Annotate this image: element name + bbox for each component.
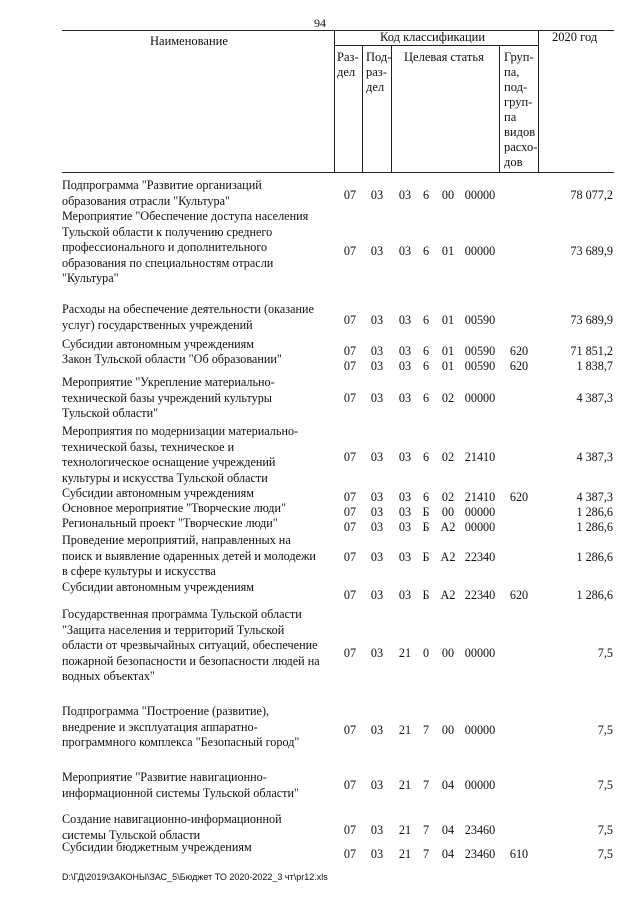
cell-t3: 04 xyxy=(441,847,455,861)
cell-razdel: 07 xyxy=(343,646,357,660)
header-razdel-line: Раз- xyxy=(337,50,359,64)
cell-t3: 00 xyxy=(441,188,455,202)
cell-amount: 4 387,3 xyxy=(576,450,613,464)
cell-amount: 73 689,9 xyxy=(570,313,613,327)
cell-t4: 00590 xyxy=(464,359,496,373)
header-group-line: па xyxy=(504,110,517,124)
cell-t2: 6 xyxy=(422,344,430,358)
header-group-line: дов xyxy=(504,155,523,169)
cell-t1: 03 xyxy=(398,188,412,202)
cell-amount: 1 286,6 xyxy=(576,520,613,534)
row-name xyxy=(62,178,334,209)
row-name-line: образования отрасли "Культура" xyxy=(62,193,230,208)
header-divider-name xyxy=(334,30,335,172)
cell-t3: 01 xyxy=(441,244,455,258)
cell-t3: А2 xyxy=(440,550,456,564)
cell-razdel: 07 xyxy=(343,550,357,564)
cell-t2: Б xyxy=(422,588,430,602)
row-name-line: Мероприятие "Обеспечение доступа населения xyxy=(62,209,309,223)
cell-t2: 6 xyxy=(422,450,430,464)
cell-podrazdel: 03 xyxy=(370,505,384,519)
row-name-line: Мероприятие "Развитие навигационно- xyxy=(62,770,267,784)
row-name-line: технической базы учреждений культуры xyxy=(62,390,272,405)
row-name-line: Подпрограмма "Построение (развитие), xyxy=(62,704,270,718)
cell-t4: 00000 xyxy=(464,778,496,792)
row-name-line: Региональный проект "Творческие люди" xyxy=(62,516,278,530)
cell-t2: 7 xyxy=(422,847,430,861)
cell-t3: 04 xyxy=(441,778,455,792)
header-razdel xyxy=(337,50,359,80)
cell-t4: 21410 xyxy=(464,490,496,504)
row-name-line: Мероприятие "Укрепление материально- xyxy=(62,375,275,389)
cell-t4: 00000 xyxy=(464,244,496,258)
cell-t4: 00000 xyxy=(464,646,496,660)
cell-podrazdel: 03 xyxy=(370,313,384,327)
cell-t1: 03 xyxy=(398,344,412,358)
header-podrazdel-line: дел xyxy=(366,80,385,94)
cell-t3: 01 xyxy=(441,344,455,358)
header-group-line: расхо- xyxy=(504,140,538,154)
cell-t4: 00000 xyxy=(464,188,496,202)
cell-group: 620 xyxy=(509,344,529,358)
header-group xyxy=(504,50,537,170)
row-name-line: внедрение и эксплуатация аппаратно- xyxy=(62,719,258,734)
row-name xyxy=(62,812,334,843)
cell-t3: 00 xyxy=(441,505,455,519)
row-name-line: информационной системы Тульской области" xyxy=(62,785,299,800)
cell-t2: 6 xyxy=(422,359,430,373)
cell-t4: 00000 xyxy=(464,723,496,737)
cell-razdel: 07 xyxy=(343,588,357,602)
cell-t2: 6 xyxy=(422,490,430,504)
cell-razdel: 07 xyxy=(343,188,357,202)
row-name-line: Государственная программа Тульской области xyxy=(62,607,302,621)
row-name-line: культуры и искусства Тульской области xyxy=(62,470,268,485)
cell-podrazdel: 03 xyxy=(370,723,384,737)
cell-t2: 0 xyxy=(422,646,430,660)
cell-t4: 00000 xyxy=(464,391,496,405)
cell-t4: 23460 xyxy=(464,847,496,861)
row-name-line: Субсидии автономным учреждениям xyxy=(62,337,254,351)
cell-amount: 7,5 xyxy=(597,778,613,792)
cell-t4: 00000 xyxy=(464,520,496,534)
page-number: 94 xyxy=(314,16,326,30)
cell-podrazdel: 03 xyxy=(370,778,384,792)
cell-podrazdel: 03 xyxy=(370,646,384,660)
cell-podrazdel: 03 xyxy=(370,490,384,504)
cell-t4: 21410 xyxy=(464,450,496,464)
cell-podrazdel: 03 xyxy=(370,244,384,258)
header-divider-year xyxy=(538,30,539,172)
cell-t4: 00000 xyxy=(464,505,496,519)
cell-amount: 4 387,3 xyxy=(576,391,613,405)
cell-razdel: 07 xyxy=(343,359,357,373)
cell-t2: 6 xyxy=(422,188,430,202)
row-name xyxy=(62,302,334,333)
cell-podrazdel: 03 xyxy=(370,520,384,534)
cell-razdel: 07 xyxy=(343,391,357,405)
cell-razdel: 07 xyxy=(343,778,357,792)
row-name xyxy=(62,486,334,502)
cell-razdel: 07 xyxy=(343,847,357,861)
cell-razdel: 07 xyxy=(343,313,357,327)
row-name-line: Субсидии автономным учреждениям xyxy=(62,580,254,594)
row-name xyxy=(62,770,334,801)
cell-t3: 01 xyxy=(441,359,455,373)
cell-razdel: 07 xyxy=(343,723,357,737)
header-group-line: видов xyxy=(504,125,536,139)
cell-t1: 03 xyxy=(398,490,412,504)
cell-t2: 7 xyxy=(422,823,430,837)
cell-amount: 1 286,6 xyxy=(576,550,613,564)
cell-t1: 03 xyxy=(398,450,412,464)
row-name-line: системы Тульской области xyxy=(62,827,201,842)
header-podrazdel-line: Под- xyxy=(366,50,392,64)
header-year: 2020 год xyxy=(552,30,598,44)
row-name xyxy=(62,501,334,517)
cell-t3: 04 xyxy=(441,823,455,837)
header-code-underline xyxy=(334,45,538,46)
row-name-line: "Защита населения и территорий Тульской xyxy=(62,622,285,637)
cell-t3: 00 xyxy=(441,723,455,737)
row-name-line: Субсидии бюджетным учреждениям xyxy=(62,840,252,854)
cell-t1: 21 xyxy=(398,723,412,737)
row-name-line: Тульской области" xyxy=(62,406,159,420)
cell-group: 610 xyxy=(509,847,529,861)
cell-amount: 7,5 xyxy=(597,646,613,660)
header-group-line: под- xyxy=(504,80,528,94)
row-name-line: в сфере культуры и искусства xyxy=(62,564,216,578)
cell-t1: 03 xyxy=(398,244,412,258)
row-name-line: услуг) государственных учреждений xyxy=(62,317,253,332)
header-divider-target xyxy=(499,45,500,172)
cell-t2: Б xyxy=(422,505,430,519)
cell-t4: 22340 xyxy=(464,550,496,564)
cell-amount: 7,5 xyxy=(597,823,613,837)
row-name-line: Создание навигационно-информационной xyxy=(62,812,282,826)
row-name-line: программного комплекса "Безопасный город" xyxy=(62,735,300,749)
cell-razdel: 07 xyxy=(343,823,357,837)
cell-t3: А2 xyxy=(440,588,456,602)
cell-t4: 00590 xyxy=(464,344,496,358)
cell-group: 620 xyxy=(509,588,529,602)
row-name xyxy=(62,580,334,596)
row-name-line: водных объектах" xyxy=(62,669,155,683)
header-razdel-line: дел xyxy=(337,65,356,79)
cell-t2: 6 xyxy=(422,244,430,258)
row-name xyxy=(62,533,334,580)
row-name-line: образования по специальностям отрасли xyxy=(62,255,274,270)
cell-t2: 6 xyxy=(422,313,430,327)
cell-podrazdel: 03 xyxy=(370,359,384,373)
row-name xyxy=(62,840,334,856)
row-name-line: Субсидии автономным учреждениям xyxy=(62,486,254,500)
cell-t2: Б xyxy=(422,520,430,534)
cell-group: 620 xyxy=(509,490,529,504)
cell-t2: 7 xyxy=(422,778,430,792)
cell-t4: 23460 xyxy=(464,823,496,837)
cell-t3: 02 xyxy=(441,450,455,464)
cell-t3: 01 xyxy=(441,313,455,327)
cell-t3: А2 xyxy=(440,520,456,534)
row-name xyxy=(62,607,334,685)
cell-t2: Б xyxy=(422,550,430,564)
cell-amount: 78 077,2 xyxy=(570,188,613,202)
cell-t1: 03 xyxy=(398,313,412,327)
cell-razdel: 07 xyxy=(343,520,357,534)
row-name xyxy=(62,209,334,287)
row-name-line: Проведение мероприятий, направленных на xyxy=(62,533,291,547)
header-name: Наименование xyxy=(150,34,228,48)
cell-razdel: 07 xyxy=(343,244,357,258)
row-name-line: Тульской области к получению среднего xyxy=(62,224,273,239)
row-name-line: "Культура" xyxy=(62,271,119,285)
header-bottom-border xyxy=(62,172,614,173)
row-name-line: технической базы, техническое и xyxy=(62,439,235,454)
cell-amount: 73 689,9 xyxy=(570,244,613,258)
cell-t2: 7 xyxy=(422,723,430,737)
cell-t1: 03 xyxy=(398,520,412,534)
cell-t1: 21 xyxy=(398,778,412,792)
header-group-line: па, xyxy=(504,65,520,79)
cell-t1: 03 xyxy=(398,391,412,405)
row-name xyxy=(62,704,334,751)
header-group-line: груп- xyxy=(504,95,533,109)
row-name-line: поиск и выявление одаренных детей и молодежи xyxy=(62,548,316,563)
header-podrazdel xyxy=(366,50,391,95)
header-divider-razdel xyxy=(362,45,363,172)
header-group-line: Груп- xyxy=(504,50,534,64)
row-name-line: Подпрограмма "Развитие организаций xyxy=(62,178,262,192)
cell-razdel: 07 xyxy=(343,450,357,464)
row-name xyxy=(62,424,334,486)
row-name xyxy=(62,337,334,353)
cell-t4: 22340 xyxy=(464,588,496,602)
row-name-line: профессионального и дополнительного xyxy=(62,240,268,254)
cell-amount: 7,5 xyxy=(597,847,613,861)
cell-t1: 21 xyxy=(398,823,412,837)
cell-podrazdel: 03 xyxy=(370,344,384,358)
cell-t1: 03 xyxy=(398,588,412,602)
row-name xyxy=(62,516,334,532)
file-path-footer: D:\ГД\2019\ЗАКОНЫ\ЗАС_5\Бюджет ТО 2020-2022_3 чт\pr12.xls xyxy=(62,872,328,882)
cell-amount: 1 286,6 xyxy=(576,588,613,602)
cell-t1: 21 xyxy=(398,847,412,861)
row-name-line: Мероприятия по модернизации материально- xyxy=(62,424,299,438)
cell-t2: 6 xyxy=(422,391,430,405)
cell-amount: 7,5 xyxy=(597,723,613,737)
cell-t3: 02 xyxy=(441,490,455,504)
cell-t1: 03 xyxy=(398,505,412,519)
row-name-line: Расходы на обеспечение деятельности (оказание xyxy=(62,302,314,316)
cell-t1: 21 xyxy=(398,646,412,660)
cell-podrazdel: 03 xyxy=(370,391,384,405)
cell-amount: 1 838,7 xyxy=(576,359,613,373)
cell-podrazdel: 03 xyxy=(370,550,384,564)
cell-t1: 03 xyxy=(398,550,412,564)
cell-amount: 4 387,3 xyxy=(576,490,613,504)
cell-t1: 03 xyxy=(398,359,412,373)
row-name-line: Закон Тульской области "Об образовании" xyxy=(62,352,282,366)
row-name-line: Основное мероприятие "Творческие люди" xyxy=(62,501,286,515)
cell-podrazdel: 03 xyxy=(370,450,384,464)
cell-podrazdel: 03 xyxy=(370,188,384,202)
cell-podrazdel: 03 xyxy=(370,588,384,602)
row-name xyxy=(62,352,334,368)
cell-t3: 00 xyxy=(441,646,455,660)
cell-podrazdel: 03 xyxy=(370,823,384,837)
header-top-border xyxy=(62,30,614,31)
cell-podrazdel: 03 xyxy=(370,847,384,861)
cell-razdel: 07 xyxy=(343,344,357,358)
cell-amount: 1 286,6 xyxy=(576,505,613,519)
cell-group: 620 xyxy=(509,359,529,373)
cell-t4: 00590 xyxy=(464,313,496,327)
row-name-line: пожарной безопасности и безопасности людей на xyxy=(62,653,320,668)
cell-amount: 71 851,2 xyxy=(570,344,613,358)
header-code: Код классификации xyxy=(380,30,486,44)
header-target: Целевая статья xyxy=(404,50,484,64)
row-name-line: области от чрезвычайных ситуаций, обеспечение xyxy=(62,638,318,652)
cell-t3: 02 xyxy=(441,391,455,405)
row-name xyxy=(62,375,334,422)
header-podrazdel-line: раз- xyxy=(366,65,387,79)
cell-razdel: 07 xyxy=(343,505,357,519)
row-name-line: технологическое оснащение учреждений xyxy=(62,455,276,469)
cell-razdel: 07 xyxy=(343,490,357,504)
